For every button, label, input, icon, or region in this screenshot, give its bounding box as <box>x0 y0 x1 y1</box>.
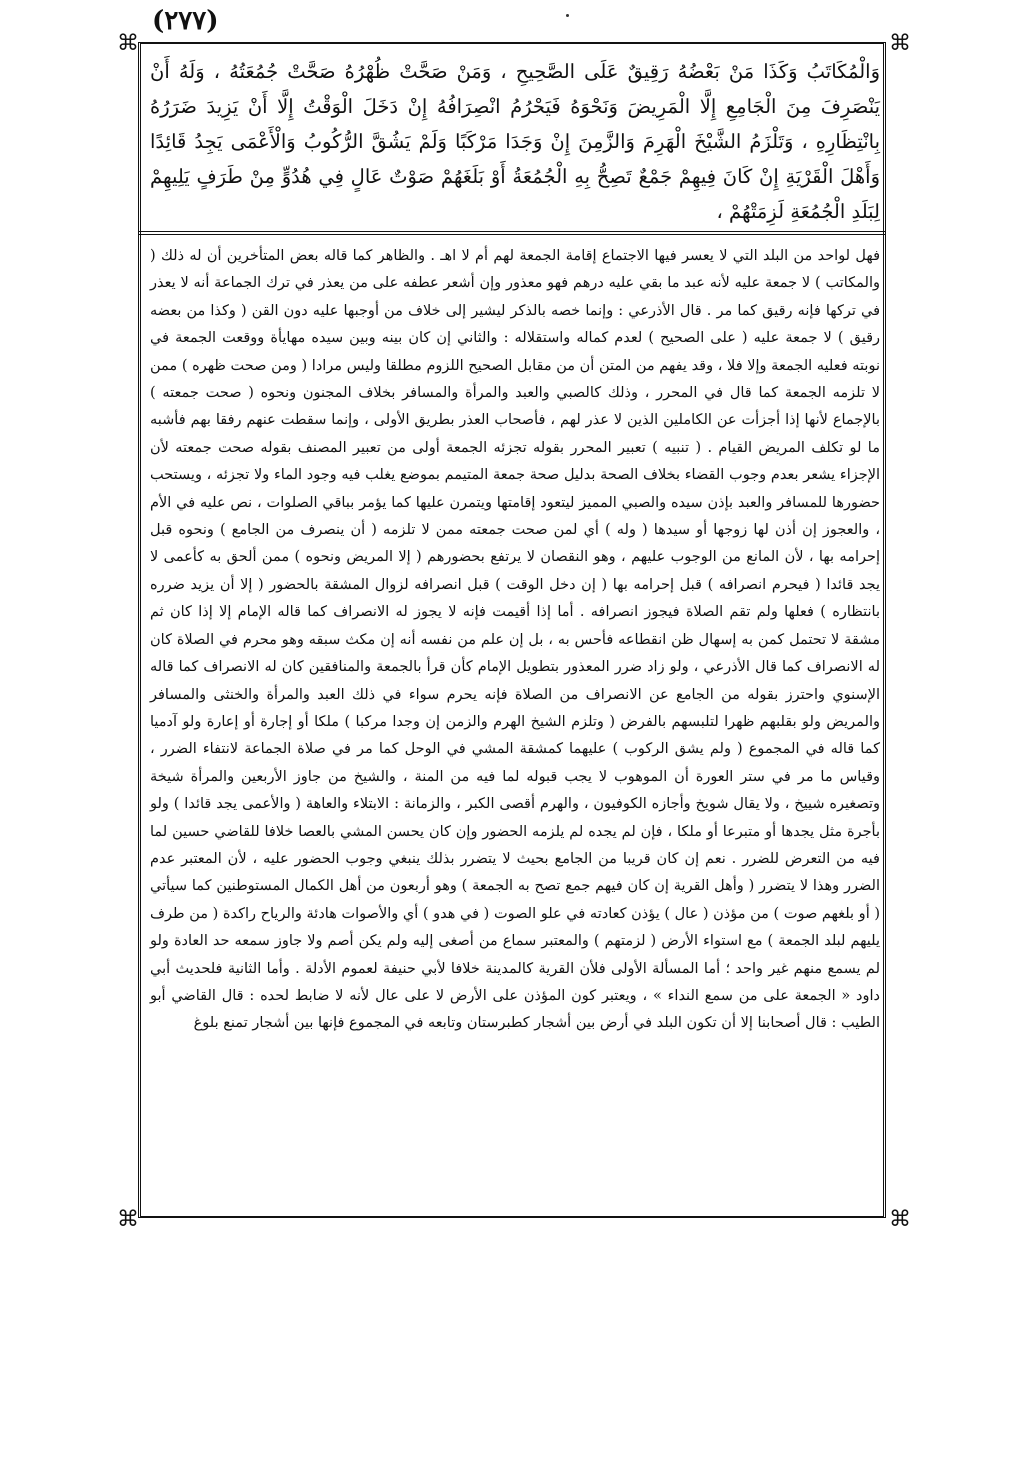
main-text-paragraph: وَالْمُكَاتَبُ وَكَذَا مَنْ بَعْضُهُ رَقِيقٌ عَلَى الصَّحِيحِ ، وَمَنْ صَحَّتْ ظُهْرُهُ صَحَّتْ جُمُعَتُهُ ، وَلَهُ أَنْ يَنْصَرِفَ مِنَ الْجَامِعِ إِلَّا الْمَرِيضَ وَنَحْوَهُ فَيَحْرُمُ انْصِرَافُهُ إِنْ دَخَلَ الْوَقْتُ إِلَّا أَنْ يَزِيدَ ضَرَرُهُ بِانْتِظَارِهِ ، وَتَلْزَمُ الشَّيْخَ الْهَرِمَ وَالزَّمِنَ إِنْ وَجَدَا مَرْكَبًا وَلَمْ يَشُقَّ الرُّكُوبُ وَالْأَعْمَى يَجِدُ قَائِدًا وَأَهْلَ الْقَرْيَةِ إِنْ كَانَ فِيهِمْ جَمْعٌ تَصِحُّ بِهِ الْجُمُعَةُ أَوْ بَلَغَهُمْ صَوْتٌ عَالٍ فِي هُدُوٍّ مِنْ طَرَفٍ يَلِيهِمْ لِبَلَدِ الْجُمُعَةِ لَزِمَتْهُمْ ، <box>150 60 880 223</box>
page-number: (٢٧٧) <box>152 6 219 36</box>
commentary-paragraph: فهل لواحد من البلد التي لا يعسر فيها الاجتماع إقامة الجمعة لهم أم لا اهـ . والظاهر كما قاله بعض المتأخرين أن له ذلك ( والمكاتب ) لا جمعة عليه لأنه عبد ما بقي عليه درهم فهو معذور وإن أشعر عطفه على من يعذر في ترك الجماعة أنه لا يعذر في تركها فإنه رقيق كما مر . قال الأذرعي : وإنما خصه بالذكر ليشير إلى خلاف من أوجبها عليه دون القن ( وكذا من بعضه رقيق ) لا جمعة عليه ( على الصحيح ) لعدم كماله واستقلاله : والثاني إن كان بينه وبين سيده مهايأة ووقعت الجمعة في نوبته فعليه الجمعة وإلا فلا ، وقد يفهم من المتن أن من مقابل الصحيح اللزوم مطلقا وليس مرادا ( ومن صحت ظهره ) ممن لا تلزمه الجمعة كما قال في المحرر ، وذلك كالصبي والعبد والمرأة والمسافر بخلاف المجنون ونحوه ( صحت جمعته ) بالإجماع لأنها إذا أجزأت عن الكاملين الذين لا عذر لهم ، فأصحاب العذر بطريق الأولى ، وإنما سقطت عنهم رفقا بهم فأشبه ما لو تكلف المريض القيام . ( تنبيه ) تعبير المحرر بقوله تجزئه الجمعة أولى من تعبير المصنف بقوله صحت جمعته لأن الإجزاء يشعر بعدم وجوب القضاء بخلاف الصحة بدليل صحة جمعة المتيمم بموضع يغلب فيه وجود الماء ولا تجزئه ، ويستحب حضورها للمسافر والعبد بإذن سيده والصبي المميز ليتعود إقامتها ويتمرن عليها كما يؤمر بباقي الصلوات ، نص عليه في الأم ، والعجوز إن أذن لها زوجها أو سيدها ( وله ) أي لمن صحت جمعته ممن لا تلزمه ( أن ينصرف من الجامع ) ونحوه قبل إحرامه بها ، لأن المانع من الوجوب عليهم ، وهو النقصان لا يرتفع بحضورهم ( إلا المريض ونحوه ) ممن ألحق به كأعمى لا يجد قائدا ( فيحرم انصرافه ) قبل إحرامه بها ( إن دخل الوقت ) قبل انصرافه لزوال المشقة بالحضور ( إلا أن يزيد ضرره بانتظاره ) فعلها ولم تقم الصلاة فيجوز انصرافه . أما إذا أقيمت فإنه لا يجوز له الانصراف كما قاله الإمام إلا إذا كان ثم مشقة لا تحتمل كمن به إسهال ظن انقطاعه فأحس به ، بل إن علم من نفسه أنه إن مكث سبقه وهو محرم في الصلاة كان له الانصراف كما قال الأذرعي ، ولو زاد ضرر المعذور بتطويل الإمام كأن قرأ بالجمعة والمنافقين كان له الانصراف كما قاله الإسنوي واحترز بقوله من الجامع عن الانصراف من الصلاة فإنه يحرم سواء في ذلك العبد والمرأة والخنثى والمسافر والمريض ولو بقلبهم ظهرا لتلبسهم بالفرض ( وتلزم الشيخ الهرم والزمن إن وجدا مركبا ) ملكا أو إجارة أو إعارة ولو آدميا كما قاله في المجموع ( ولم يشق الركوب ) عليهما كمشقة المشي في الوحل كما مر في صلاة الجماعة لانتفاء الضرر ، وقياس ما مر في ستر العورة أن الموهوب لا يجب قبوله لما فيه من المنة ، والشيخ من جاوز الأربعين والمرأة شيخة وتصغيره شييخ ، ولا يقال شويخ وأجازه الكوفيون ، والهرم أقصى الكبر ، والزمانة : الابتلاء والعاهة ( والأعمى يجد قائدا ) ولو بأجرة مثل يجدها أو متبرعا أو ملكا ، فإن لم يجده لم يلزمه الحضور وإن كان يحسن المشي بالعصا خلافا للقاضي حسين لما فيه من التعرض للضرر . نعم إن كان قريبا من الجامع بحيث لا يتضرر بذلك ينبغي وجوب الحضور عليه ، لأن المعتبر عدم الضرر وهذا لا يتضرر ( وأهل القرية إن كان فيهم جمع تصح به الجمعة ) وهو أربعون من أهل الكمال المستوطنين كما سيأتي ( أو بلغهم صوت ) من مؤذن ( عال ) يؤذن كعادته في علو الصوت ( في هدو ) أي والأصوات هادئة والرياح راكدة ( من طرف يليهم لبلد الجمعة ) مع استواء الأرض ( لزمتهم ) والمعتبر سماع من أصغى إليه ولم يكن أصم ولا جاوز سمعه حد العادة ولو لم يسمع منهم غير واحد ؛ أما المسألة الأولى فلأن القرية كالمدينة خلافا لأبي حنيفة لعموم الأدلة . وأما الثانية فلحديث أبي داود « الجمعة على من سمع النداء » ، ويعتبر كون المؤذن على الأرض لا على عال لأنه لا ضابط لحده : قال القاضي أبو الطيب : قال أصحابنا إلا أن تكون البلد في أرض بين أشجار كطبرستان وتابعه في المجموع فإنها بين أشجار تمنع بلوغ <box>150 248 880 1032</box>
corner-ornament-icon: ⌘ <box>117 31 139 56</box>
corner-ornament-icon: ⌘ <box>117 1207 139 1232</box>
commentary-text <box>150 243 880 1038</box>
scan-speck <box>566 14 569 17</box>
corner-ornament-icon: ⌘ <box>889 1207 911 1232</box>
corner-ornament-icon: ⌘ <box>889 31 911 56</box>
text-separator <box>138 231 886 235</box>
main-text <box>150 54 880 229</box>
